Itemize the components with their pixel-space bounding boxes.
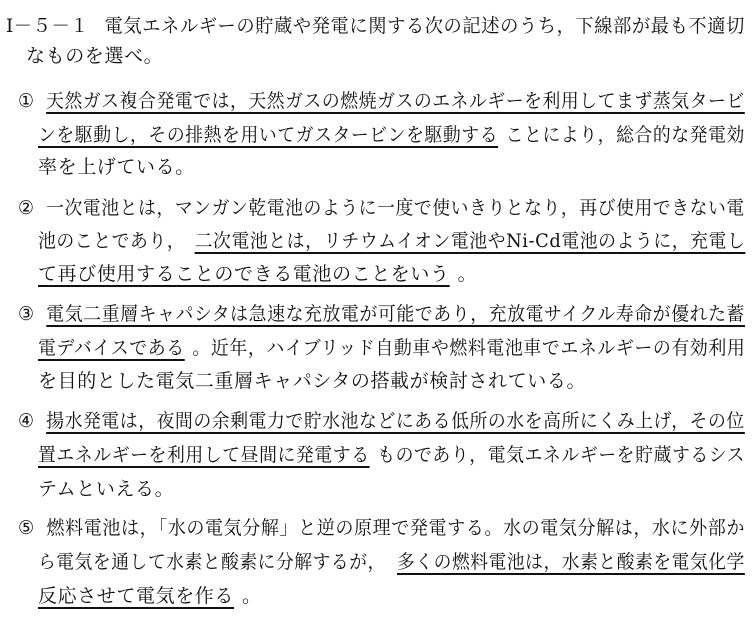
option-4-line-3: テムといえる。 <box>38 478 175 500</box>
question-stem-text-cont: なものを選べ。 <box>26 45 164 67</box>
option-2-line-2: 池のことであり， 二次電池とは，リチウムイオン電池やNi-Cd電池のように，充電し <box>38 230 746 252</box>
option-1-line-1 <box>18 86 745 116</box>
option-4-underlined: 揚水発電は，夜間の余剰電力で貯水池などにある低所の水を高所にくみ上げ，その位 <box>46 410 745 432</box>
option-4-line-2: 置エネルギーを利用して昼間に発電する ものであり，電気エネルギーを貯蔵するシス <box>38 444 746 466</box>
option-4-underlined-cont: 置エネルギーを利用して昼間に発電する <box>38 444 370 466</box>
option-1-underlined: 天然ガス複合発電では，天然ガスの燃焼ガスのエネルギーを利用してまず蒸気タービ <box>46 90 745 112</box>
option-3-underlined-cont: 電デバイスである <box>38 337 185 359</box>
option-1-line-3: 率を上げている。 <box>38 156 195 178</box>
option-5-underlined-cont: 反応させて電気を作る <box>38 585 235 607</box>
question-stem-line-2 <box>26 41 163 71</box>
question-stem-text: 電気エネルギーの貯蔵や発電に関する次の記述のうち，下線部が最も不適切 <box>104 15 745 37</box>
option-5-line-1: ⑤ 燃料電池は，「水の電気分解」と逆の原理で発電する。水の電気分解は，水に外部か <box>18 513 745 543</box>
option-4-line-1 <box>18 406 745 436</box>
option-2-underlined: 二次電池とは，リチウムイオン電池やNi-Cd電池のように，充電し <box>194 230 746 252</box>
option-1-number: ① <box>18 90 35 112</box>
option-1-underlined-cont: ンを駆動し，その排熱を用いてガスタービンを駆動する <box>38 124 499 146</box>
option-1-line-2: ンを駆動し，その排熱を用いてガスタービンを駆動する ことにより，総合的な発電効 <box>38 124 745 146</box>
question-stem-line-1 <box>6 11 745 41</box>
option-3-underlined: 電気二重層キャパシタは急速な充放電が可能であり，充放電サイクル寿命が優れた蓄 <box>46 303 746 325</box>
option-3-number: ③ <box>18 303 35 325</box>
option-5-number: ⑤ <box>18 517 35 539</box>
option-3-line-2: 電デバイスである 。近年，ハイブリッド自動車や燃料電池車でエネルギーの有効利用 <box>38 337 746 359</box>
option-2-line-1: ② 一次電池とは，マンガン乾電池のように一度で使いきりとなり，再び使用できない電 <box>18 193 745 223</box>
option-2-line-3: て再び使用することのできる電池のことをいう 。 <box>38 263 478 285</box>
option-2-number: ② <box>18 197 35 219</box>
question-number: Ⅰ－５－１ <box>6 15 90 37</box>
option-5-line-2: ら電気を通して水素と酸素に分解するが， 多くの燃料電池は，水素と酸素を電気化学 <box>38 551 745 573</box>
option-3-line-1 <box>18 299 745 329</box>
option-2-underlined-cont: て再び使用することのできる電池のことをいう <box>38 263 450 285</box>
option-3-line-3: を目的とした電気二重層キャパシタの搭載が検討されている。 <box>38 370 587 392</box>
option-5-underlined: 多くの燃料電池は，水素と酸素を電気化学 <box>397 551 745 573</box>
option-5-line-3: 反応させて電気を作る 。 <box>38 585 262 607</box>
option-4-number: ④ <box>18 410 35 432</box>
